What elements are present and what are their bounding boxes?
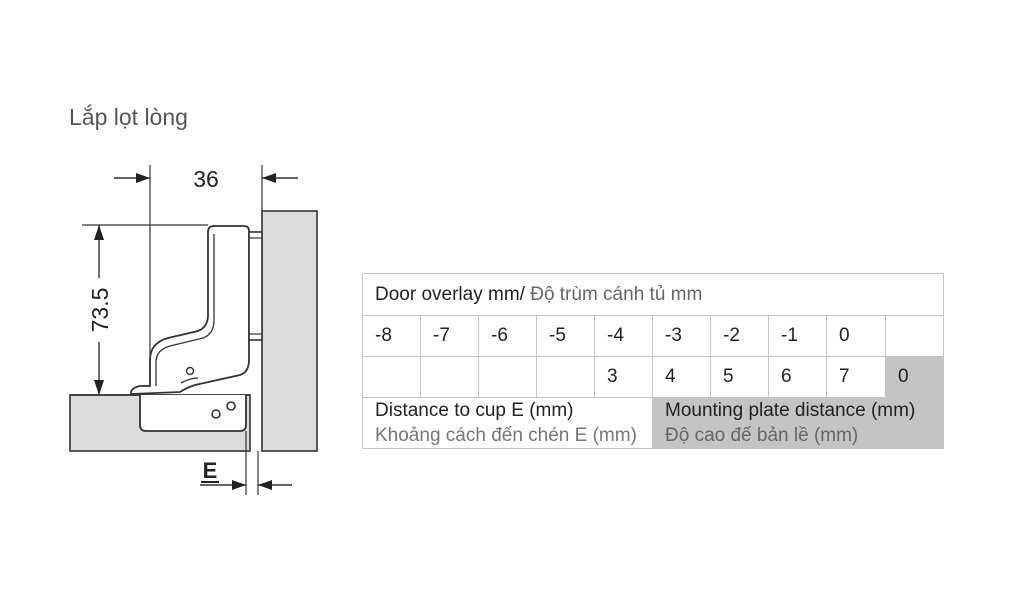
plate-distance-cell: 0 — [886, 357, 944, 398]
overlay-cell: -6 — [479, 316, 537, 357]
distance-cell: 3 — [595, 357, 653, 398]
overlay-cell: -1 — [769, 316, 827, 357]
distance-cell — [421, 357, 479, 398]
distance-cell — [537, 357, 595, 398]
table-header-row — [363, 274, 944, 316]
arrow-down-735 — [94, 380, 104, 395]
plate-distance-legend-vi: Độ cao đế bản lề (mm) — [665, 425, 859, 446]
overlay-cell: -8 — [363, 316, 421, 357]
arrow-left-e — [258, 480, 272, 490]
arrow-right-e — [232, 480, 246, 490]
legend-row — [363, 398, 944, 449]
header-vi: Độ trùm cánh tủ mm — [524, 283, 703, 305]
screw-hole-2 — [212, 410, 220, 418]
width-dimension-label: 36 — [193, 166, 219, 192]
plate-distance-legend-en: Mounting plate distance (mm) — [665, 400, 916, 421]
distance-cell — [479, 357, 537, 398]
plate-distance-legend — [653, 398, 944, 449]
overlay-cell: -3 — [653, 316, 711, 357]
cup-distance-legend — [363, 398, 653, 449]
screw-hole-1 — [227, 402, 235, 410]
arrow-left-36 — [262, 173, 276, 183]
cabinet-side-panel — [262, 211, 317, 451]
distance-cell: 5 — [711, 357, 769, 398]
cup-distance-legend-vi: Khoảng cách đến chén E (mm) — [375, 425, 637, 446]
overlay-cell: 0 — [827, 316, 886, 357]
hinge-rivet — [187, 368, 194, 375]
overlay-cell: -4 — [595, 316, 653, 357]
distance-cell — [363, 357, 421, 398]
distance-cell: 7 — [827, 357, 886, 398]
overlay-cell: -5 — [537, 316, 595, 357]
hinge-cup — [140, 395, 246, 431]
overlay-cell: -2 — [711, 316, 769, 357]
overlay-cell — [886, 316, 944, 357]
header-separator: / — [519, 283, 525, 305]
cup-distance-legend-en: Distance to cup E (mm) — [375, 400, 574, 421]
arrow-right-36 — [136, 173, 150, 183]
mounting-plate — [249, 232, 262, 340]
distance-cell: 4 — [653, 357, 711, 398]
header-en: Door overlay mm — [375, 283, 520, 305]
arrow-up-735 — [94, 225, 104, 240]
distance-row — [363, 357, 944, 398]
distance-cell: 6 — [769, 357, 827, 398]
overlay-table — [362, 273, 944, 449]
page-title: Lắp lọt lòng — [69, 104, 188, 130]
overlay-row — [363, 316, 944, 357]
table-header — [363, 274, 944, 316]
height-dimension-label: 73.5 — [87, 287, 113, 333]
overlay-cell: -7 — [421, 316, 479, 357]
cup-distance-label: E — [202, 458, 218, 483]
